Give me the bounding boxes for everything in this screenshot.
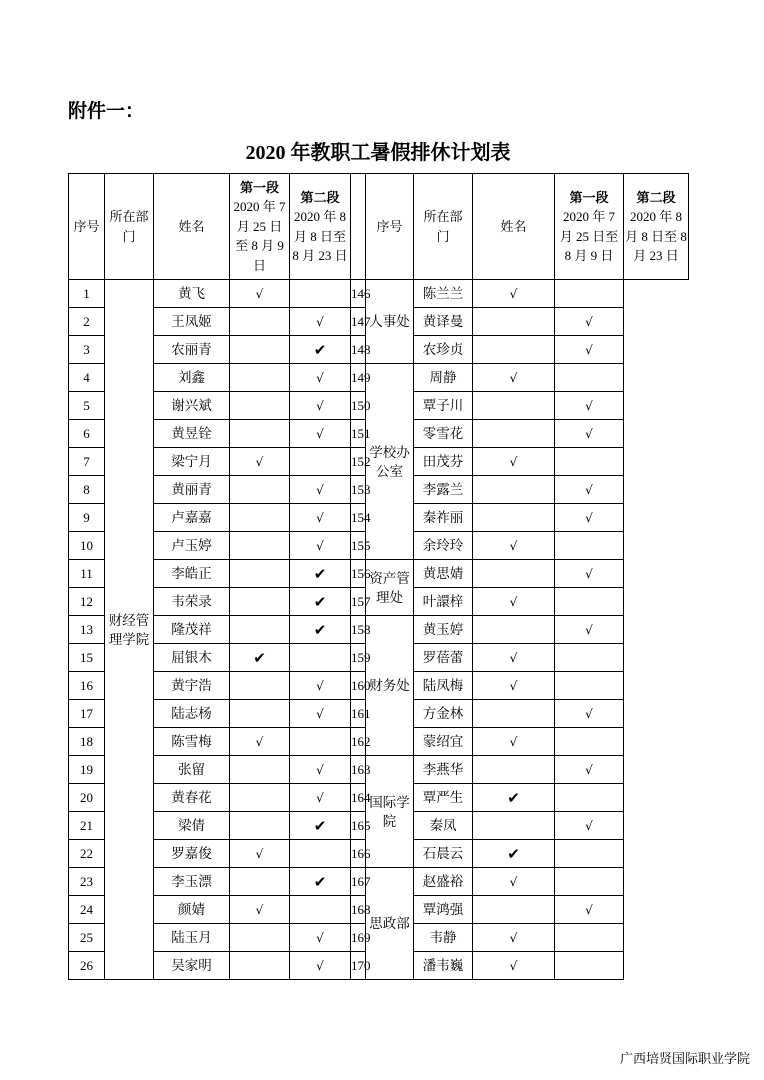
right-period2-check [555, 448, 624, 476]
left-period1-check [230, 616, 290, 644]
left-row-number: 25 [69, 924, 105, 952]
right-header-period2-dates: 2020 年 8 月 8 日至 8 月 23 日 [625, 209, 687, 263]
left-header-department: 所在部 门 [105, 174, 154, 280]
right-header-name: 姓名 [473, 174, 555, 280]
left-period2-check [290, 840, 351, 868]
left-period1-check [230, 476, 290, 504]
left-row-number: 10 [69, 532, 105, 560]
left-row-number: 6 [69, 420, 105, 448]
left-period2-check: ✔ [290, 588, 351, 616]
right-row-number: 156 [351, 560, 366, 588]
left-period1-check [230, 924, 290, 952]
table-row [69, 868, 689, 896]
right-period1-check [473, 560, 555, 588]
left-period2-check: √ [290, 672, 351, 700]
left-period1-check [230, 952, 290, 980]
left-period2-check: ✔ [290, 616, 351, 644]
right-department: 思政部 [366, 868, 414, 980]
table-row [69, 756, 689, 784]
right-period2-check: √ [555, 420, 624, 448]
left-header-period2 [290, 174, 351, 280]
table-separator [351, 174, 366, 280]
left-staff-name: 刘鑫 [154, 364, 230, 392]
right-staff-name: 赵盛裕 [414, 868, 473, 896]
left-period2-check [290, 896, 351, 924]
right-period2-check [555, 784, 624, 812]
left-row-number: 19 [69, 756, 105, 784]
right-period1-check: √ [473, 448, 555, 476]
right-row-number: 146 [351, 280, 366, 308]
left-period2-check: √ [290, 364, 351, 392]
left-staff-name: 王凤姬 [154, 308, 230, 336]
left-header-name: 姓名 [154, 174, 230, 280]
right-row-number: 147 [351, 308, 366, 336]
header-row [69, 174, 689, 280]
right-staff-name: 余玲玲 [414, 532, 473, 560]
left-staff-name: 谢兴斌 [154, 392, 230, 420]
right-period1-check [473, 420, 555, 448]
right-row-number: 151 [351, 420, 366, 448]
right-staff-name: 罗蓓蕾 [414, 644, 473, 672]
right-row-number: 163 [351, 756, 366, 784]
right-row-number: 160 [351, 672, 366, 700]
right-row-number: 150 [351, 392, 366, 420]
right-period1-check: √ [473, 588, 555, 616]
right-row-number: 159 [351, 644, 366, 672]
left-header-period1 [230, 174, 290, 280]
left-period1-check [230, 308, 290, 336]
right-staff-name: 黄译曼 [414, 308, 473, 336]
footer-institution: 广西培贤国际职业学院 [619, 1051, 750, 1066]
left-staff-name: 陆玉月 [154, 924, 230, 952]
right-staff-name: 黄思婧 [414, 560, 473, 588]
left-row-number: 12 [69, 588, 105, 616]
table-row [69, 280, 689, 308]
right-header-period1-label: 第一段 [569, 189, 609, 205]
left-staff-name: 陈雪梅 [154, 728, 230, 756]
left-period1-check [230, 812, 290, 840]
left-period2-check: √ [290, 504, 351, 532]
right-period2-check: √ [555, 308, 624, 336]
left-row-number: 26 [69, 952, 105, 980]
attachment-label: 附件一： [68, 101, 145, 122]
right-row-number: 164 [351, 784, 366, 812]
left-row-number: 13 [69, 616, 105, 644]
left-department: 财经管 理学院 [105, 280, 154, 980]
right-period2-check [555, 728, 624, 756]
left-row-number: 22 [69, 840, 105, 868]
left-staff-name: 黄昱铨 [154, 420, 230, 448]
right-period2-check [555, 840, 624, 868]
right-period1-check [473, 308, 555, 336]
left-period1-check: √ [230, 728, 290, 756]
right-period1-check [473, 336, 555, 364]
left-period1-check [230, 784, 290, 812]
right-department: 人事处 [366, 280, 414, 364]
right-period2-check: √ [555, 756, 624, 784]
right-staff-name: 覃鸿强 [414, 896, 473, 924]
left-row-number: 15 [69, 644, 105, 672]
left-period2-check: √ [290, 924, 351, 952]
right-staff-name: 蒙绍宜 [414, 728, 473, 756]
right-period2-check: √ [555, 336, 624, 364]
right-staff-name: 潘韦巍 [414, 952, 473, 980]
right-row-number: 153 [351, 476, 366, 504]
left-row-number: 4 [69, 364, 105, 392]
table-body [69, 280, 689, 980]
right-staff-name: 零雪花 [414, 420, 473, 448]
right-period1-check: ✔ [473, 784, 555, 812]
left-row-number: 20 [69, 784, 105, 812]
right-staff-name: 李燕华 [414, 756, 473, 784]
right-header-period2-label: 第二段 [636, 189, 676, 205]
right-period2-check [555, 588, 624, 616]
left-period2-check [290, 448, 351, 476]
right-period1-check [473, 756, 555, 784]
right-staff-name: 田茂芬 [414, 448, 473, 476]
right-staff-name: 农珍贞 [414, 336, 473, 364]
right-row-number: 168 [351, 896, 366, 924]
table-row [69, 364, 689, 392]
right-period2-check: √ [555, 504, 624, 532]
left-row-number: 21 [69, 812, 105, 840]
left-header-period2-dates: 2020 年 8 月 8 日至 8 月 23 日 [292, 209, 348, 263]
left-period1-check [230, 420, 290, 448]
left-period2-check: √ [290, 476, 351, 504]
right-row-number: 165 [351, 812, 366, 840]
left-staff-name: 吴家明 [154, 952, 230, 980]
right-staff-name: 叶譞梓 [414, 588, 473, 616]
right-period1-check [473, 392, 555, 420]
right-row-number: 157 [351, 588, 366, 616]
left-period2-check: √ [290, 952, 351, 980]
table-row [69, 616, 689, 644]
left-period2-check: √ [290, 420, 351, 448]
right-row-number: 149 [351, 364, 366, 392]
left-staff-name: 颜婧 [154, 896, 230, 924]
left-period1-check: √ [230, 448, 290, 476]
left-period1-check [230, 868, 290, 896]
left-period2-check: √ [290, 532, 351, 560]
left-staff-name: 梁宁月 [154, 448, 230, 476]
right-header-department: 所在部 门 [414, 174, 473, 280]
left-staff-name: 隆茂祥 [154, 616, 230, 644]
right-period1-check [473, 476, 555, 504]
left-period1-check [230, 532, 290, 560]
right-period1-check: ✔ [473, 840, 555, 868]
left-header-period1-dates: 2020 年 7 月 25 日 至 8 月 9 日 [233, 199, 286, 273]
left-row-number: 18 [69, 728, 105, 756]
left-period1-check [230, 336, 290, 364]
left-staff-name: 黄飞 [154, 280, 230, 308]
right-period2-check [555, 364, 624, 392]
left-period2-check: ✔ [290, 560, 351, 588]
right-row-number: 170 [351, 952, 366, 980]
right-period1-check: √ [473, 952, 555, 980]
right-staff-name: 韦静 [414, 924, 473, 952]
right-staff-name: 陆凤梅 [414, 672, 473, 700]
right-period1-check: √ [473, 672, 555, 700]
left-period2-check: √ [290, 784, 351, 812]
right-period2-check [555, 952, 624, 980]
right-header-period1-dates: 2020 年 7 月 25 日至 8 月 9 日 [559, 209, 619, 263]
right-staff-name: 李露兰 [414, 476, 473, 504]
left-staff-name: 罗嘉俊 [154, 840, 230, 868]
right-period2-check: √ [555, 560, 624, 588]
left-row-number: 9 [69, 504, 105, 532]
left-period2-check: ✔ [290, 868, 351, 896]
left-period1-check [230, 392, 290, 420]
right-period2-check: √ [555, 476, 624, 504]
right-staff-name: 秦祚丽 [414, 504, 473, 532]
right-row-number: 148 [351, 336, 366, 364]
table-header [69, 174, 689, 280]
left-staff-name: 张留 [154, 756, 230, 784]
left-staff-name: 卢嘉嘉 [154, 504, 230, 532]
right-header-number: 序号 [366, 174, 414, 280]
right-row-number: 155 [351, 532, 366, 560]
left-row-number: 3 [69, 336, 105, 364]
left-row-number: 24 [69, 896, 105, 924]
left-staff-name: 韦荣录 [154, 588, 230, 616]
left-period1-check [230, 672, 290, 700]
right-row-number: 154 [351, 504, 366, 532]
left-period2-check: √ [290, 308, 351, 336]
right-staff-name: 周静 [414, 364, 473, 392]
right-period1-check: √ [473, 924, 555, 952]
right-period2-check: √ [555, 812, 624, 840]
right-staff-name: 秦凤 [414, 812, 473, 840]
left-staff-name: 梁倩 [154, 812, 230, 840]
left-period1-check [230, 560, 290, 588]
right-period1-check: √ [473, 364, 555, 392]
right-row-number: 158 [351, 616, 366, 644]
right-period1-check [473, 504, 555, 532]
left-staff-name: 黄宇浩 [154, 672, 230, 700]
left-period1-check [230, 756, 290, 784]
right-header-period1 [555, 174, 624, 280]
right-period1-check: √ [473, 728, 555, 756]
left-period1-check: ✔ [230, 644, 290, 672]
left-staff-name: 陆志杨 [154, 700, 230, 728]
right-header-period2 [624, 174, 689, 280]
right-staff-name: 陈兰兰 [414, 280, 473, 308]
right-row-number: 166 [351, 840, 366, 868]
right-staff-name: 覃严生 [414, 784, 473, 812]
left-row-number: 2 [69, 308, 105, 336]
right-row-number: 169 [351, 924, 366, 952]
right-staff-name: 覃子川 [414, 392, 473, 420]
right-row-number: 152 [351, 448, 366, 476]
right-period2-check: √ [555, 616, 624, 644]
right-period2-check [555, 644, 624, 672]
left-staff-name: 黄丽青 [154, 476, 230, 504]
left-period1-check: √ [230, 280, 290, 308]
right-row-number: 161 [351, 700, 366, 728]
left-period2-check [290, 280, 351, 308]
left-row-number: 23 [69, 868, 105, 896]
left-period2-check: √ [290, 700, 351, 728]
left-period1-check [230, 504, 290, 532]
left-row-number: 1 [69, 280, 105, 308]
left-period1-check: √ [230, 840, 290, 868]
left-header-period1-label: 第一段 [239, 179, 279, 195]
left-period1-check [230, 700, 290, 728]
right-period2-check [555, 280, 624, 308]
right-period1-check: √ [473, 280, 555, 308]
left-staff-name: 李玉漂 [154, 868, 230, 896]
left-period2-check [290, 728, 351, 756]
left-period1-check: √ [230, 896, 290, 924]
right-period1-check [473, 812, 555, 840]
right-period1-check [473, 700, 555, 728]
left-staff-name: 李皓正 [154, 560, 230, 588]
right-department: 资产管 理处 [366, 560, 414, 616]
left-header-number: 序号 [69, 174, 105, 280]
right-staff-name: 方金林 [414, 700, 473, 728]
left-staff-name: 卢玉婷 [154, 532, 230, 560]
right-period1-check: √ [473, 868, 555, 896]
right-period2-check [555, 672, 624, 700]
left-staff-name: 黄春花 [154, 784, 230, 812]
left-period2-check: ✔ [290, 336, 351, 364]
left-period1-check [230, 588, 290, 616]
left-row-number: 11 [69, 560, 105, 588]
left-period2-check: √ [290, 756, 351, 784]
right-period1-check [473, 896, 555, 924]
right-period1-check: √ [473, 532, 555, 560]
right-staff-name: 石晨云 [414, 840, 473, 868]
right-row-number: 162 [351, 728, 366, 756]
left-staff-name: 屈银木 [154, 644, 230, 672]
schedule-table [68, 173, 689, 980]
right-period1-check [473, 616, 555, 644]
left-period1-check [230, 364, 290, 392]
left-row-number: 16 [69, 672, 105, 700]
right-department: 财务处 [366, 616, 414, 756]
right-period2-check: √ [555, 896, 624, 924]
right-period2-check [555, 924, 624, 952]
left-row-number: 7 [69, 448, 105, 476]
right-department: 学校办 公室 [366, 364, 414, 560]
right-period2-check: √ [555, 700, 624, 728]
document-title: 2020 年教职工暑假排休计划表 [245, 142, 511, 164]
right-period1-check: √ [473, 644, 555, 672]
right-period2-check [555, 868, 624, 896]
right-period2-check: √ [555, 392, 624, 420]
left-period2-check [290, 644, 351, 672]
col-right-period2 [624, 174, 689, 980]
left-row-number: 17 [69, 700, 105, 728]
left-staff-name: 农丽青 [154, 336, 230, 364]
left-row-number: 5 [69, 392, 105, 420]
left-row-number: 8 [69, 476, 105, 504]
right-row-number: 167 [351, 868, 366, 896]
left-header-period2-label: 第二段 [300, 189, 340, 205]
table-row [69, 560, 689, 588]
right-staff-name: 黄玉婷 [414, 616, 473, 644]
right-department: 国际学 院 [366, 756, 414, 868]
left-period2-check: ✔ [290, 812, 351, 840]
right-period2-check [555, 532, 624, 560]
left-period2-check: √ [290, 392, 351, 420]
